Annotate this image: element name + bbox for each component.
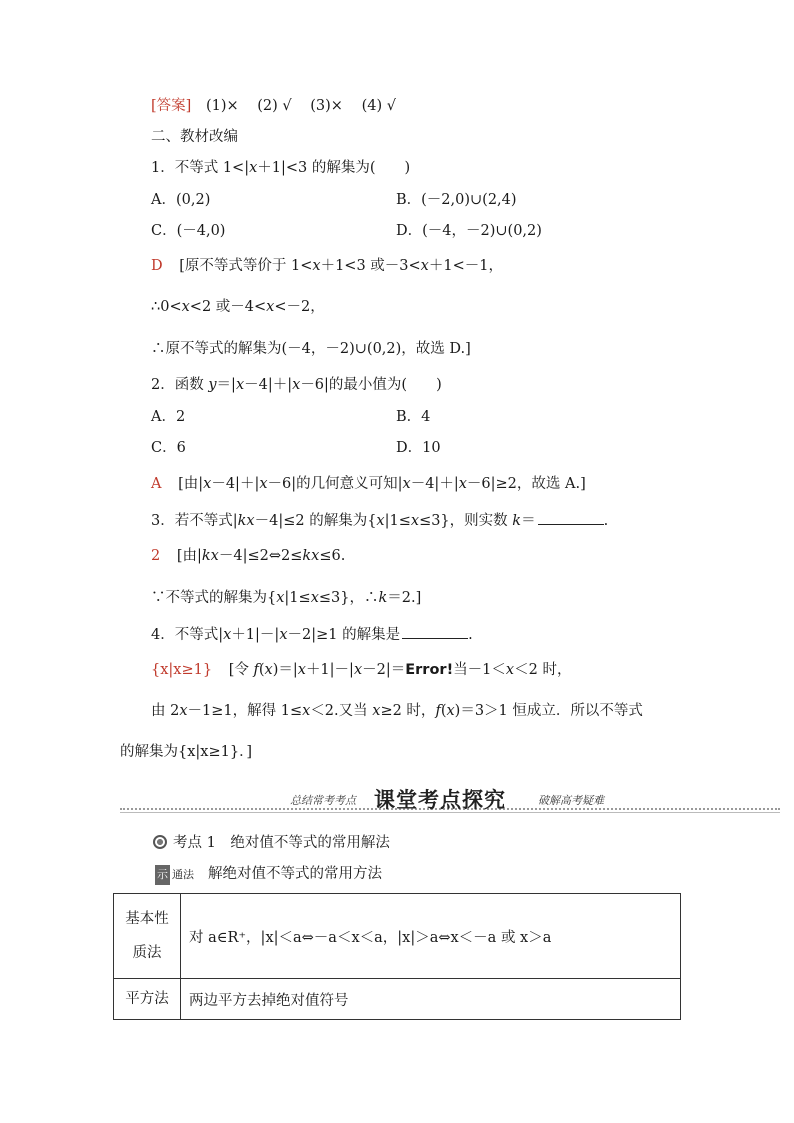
q4-sol1-x1: x [264,662,273,678]
q2-stem-a: 2．函数 [151,377,209,393]
q2-stem-c: －4|＋| [244,377,293,393]
q2-stem-d: －6|的最小值为( ) [300,377,442,393]
q3-answer: 2 [151,548,161,564]
q4-sol2-d: ≥2 时， [380,703,436,719]
general-method-line [155,864,382,885]
q3-stem-b: －4|≤2 的解集为{ [254,513,377,529]
q3-sol2-c: ≤3}，∴ [318,590,379,606]
row1-head-line2: 质法 [132,945,162,961]
q1-answer-letter: D [151,258,163,274]
q2-sol-b: －4|＋| [211,476,260,492]
q2-option-c: C．6 [151,440,186,456]
q2-sol-x2: x [259,476,268,492]
q2-sol-d: －4|＋| [410,476,459,492]
q2-option-d: D．10 [396,440,441,456]
answer-item-3: (3)× [310,98,343,114]
banner-right-text: 破解高考疑难 [538,794,604,807]
q3-stem-d: ≤3}，则实数 [419,513,513,529]
row2-head: 平方法 [114,979,181,1020]
q3-stem-x2: x [410,513,420,529]
q4-sol1-b: ( [258,662,265,678]
q2-sol-c: －6|的几何意义可知| [267,476,403,492]
q4-sol1-c: )＝| [272,662,298,678]
q3-sol1-c: ≤6. [319,548,346,564]
q4-answer: {x|x≥1} [151,662,213,678]
q4-stem-x2: x [279,627,288,643]
q2-sol-x4: x [458,476,467,492]
q4-sol1-x3: x [353,662,363,678]
general-method-title: 解绝对值不等式的常用方法 [208,866,382,882]
q1-sol2-c: <－2， [274,299,325,315]
q1-stem-a: 1．不等式 1<| [151,160,250,176]
q4-stem-a: 4．不等式| [151,627,224,643]
q4-solution-1 [151,660,571,680]
q2-stem-b: ＝| [216,377,236,393]
q2-sol-a: [由| [178,476,204,492]
q1-sol1-a: [原不等式等价于 1< [179,258,313,274]
q4-sol1-e: －2|＝ [362,662,406,678]
q2-stem-y: y [208,377,217,393]
q4-solution-3: 的解集为{x|x≥1}．] [120,744,252,760]
q4-stem [151,624,473,645]
q4-sol2-c: ＜2.又当 [310,703,373,719]
q2-answer-letter: A [151,476,162,492]
q3-sol2-x1: x [276,590,285,606]
q1-stem [151,158,410,178]
q4-stem-end: . [468,627,473,643]
q3-stem-e: ＝ [521,513,536,529]
q4-sol2-x2: x [302,703,311,719]
q1-sol1-x2: x [420,258,429,274]
answer-item-2: (2) √ [257,98,292,114]
answer-item-4: (4) √ [361,98,396,114]
q1-stem-x: x [249,160,258,176]
q3-answer-blank [538,510,604,525]
q4-stem-b: ＋1|－| [231,627,280,643]
q3-stem [151,510,608,531]
table-head-cell [114,894,181,979]
q4-stem-c: －2|≥1 的解集是 [287,627,401,643]
table-row [114,894,681,979]
q3-sol1-kx1: kx [201,548,219,564]
general-method-tag: 通法 [172,868,194,881]
q1-option-b: B．(－2,0)∪(2,4) [396,192,517,208]
q2-solution [151,474,586,494]
q4-sol2-x4: x [446,703,455,719]
q3-sol2-a: ∵不等式的解集为{ [151,590,277,606]
q3-stem-kx: kx [237,513,255,529]
q3-solution-2 [151,588,421,608]
row2-body: 两边平方去掉绝对值符号 [181,979,681,1020]
q3-sol1-a: [由| [176,548,202,564]
row1-head-line1: 基本性 [125,911,169,927]
q1-sol1-x1: x [312,258,321,274]
q4-sol2-a: 由 2 [151,703,180,719]
q4-stem-x1: x [223,627,232,643]
q4-sol2-f: f [435,703,441,719]
q3-sol2-k: k [378,590,388,606]
q4-sol1-f: f [253,662,259,678]
q4-answer-blank [402,624,468,639]
q3-sol2-d: ＝2.] [387,590,422,606]
q2-sol-x3: x [402,476,411,492]
q3-sol2-x2: x [310,590,319,606]
general-method-badge: 示 [155,865,170,885]
q2-stem [151,375,442,395]
q4-sol1-g: ＜2 时， [514,662,572,678]
q2-option-a: A．2 [151,409,186,425]
q1-sol1-c: ＋1<－1， [428,258,503,274]
q1-sol2-a: ∴0< [151,299,182,315]
methods-table [113,893,681,1020]
q3-stem-c: |1≤ [384,513,411,529]
banner-left-text: 总结常考考点 [290,794,356,807]
q3-stem-end: . [603,513,609,529]
q2-stem-x2: x [292,377,301,393]
q1-stem-b: ＋1|<3 的解集为( ) [257,160,411,176]
q2-stem-x1: x [235,377,245,393]
q1-solution-2 [151,297,325,317]
q2-sol-x1: x [203,476,212,492]
q4-sol2-e: ( [440,703,447,719]
key-point-title: 考点 1 绝对值不等式的常用解法 [173,835,390,851]
q3-sol1-b: －4|≤2⇔2≤ [218,548,303,564]
banner-title: 课堂考点探究 [374,788,506,812]
q3-solution-1 [151,546,345,566]
q1-sol2-x2: x [266,299,275,315]
q1-sol2-b: <2 或－4< [189,299,267,315]
q1-solution-3: ∴原不等式的解集为(－4，－2)∪(0,2)，故选 D.] [151,341,471,357]
q4-sol2-b: －1≥1，解得 1≤ [187,703,303,719]
q1-sol1-b: ＋1<3 或－3< [320,258,421,274]
answer-tag: [答案] [151,98,192,114]
q2-sol-e: －6|≥2，故选 A.] [466,476,586,492]
q4-sol2-x1: x [179,703,188,719]
q3-stem-k: k [512,513,522,529]
q4-sol1-f2: 当－1＜ [453,662,506,678]
q3-sol2-b: |1≤ [284,590,311,606]
section-title: 二、教材改编 [151,129,238,145]
q4-sol1-d: ＋1|－| [305,662,354,678]
q1-sol2-x1: x [181,299,190,315]
key-point-icon [153,835,167,849]
q4-sol1-x4: x [505,662,515,678]
table-row [114,979,681,1020]
q1-option-d: D．(－4，－2)∪(0,2) [396,223,542,239]
answer-item-1: (1)× [205,98,239,114]
answer-line [151,96,396,116]
q1-option-c: C．(－4,0) [151,223,226,239]
q4-sol2-x3: x [372,703,381,719]
q4-solution-2 [151,701,643,721]
section-banner [120,784,780,814]
q3-stem-a: 3．若不等式| [151,513,238,529]
q3-sol1-kx2: kx [302,548,320,564]
row1-body: 对 a∈R⁺，|x|＜a⇔－a＜x＜a，|x|＞a⇔x＜－a 或 x＞a [181,894,681,979]
q4-sol1-x2: x [297,662,306,678]
q3-stem-x1: x [376,513,385,529]
q4-sol1-a: [令 [228,662,254,678]
q1-option-a: A．(0,2) [151,192,211,208]
q1-solution-1 [151,256,503,276]
q2-option-b: B．4 [396,409,431,425]
q4-sol2-g: )＝3＞1 恒成立．所以不等式 [454,703,643,719]
q4-error-text: Error! [405,662,454,678]
